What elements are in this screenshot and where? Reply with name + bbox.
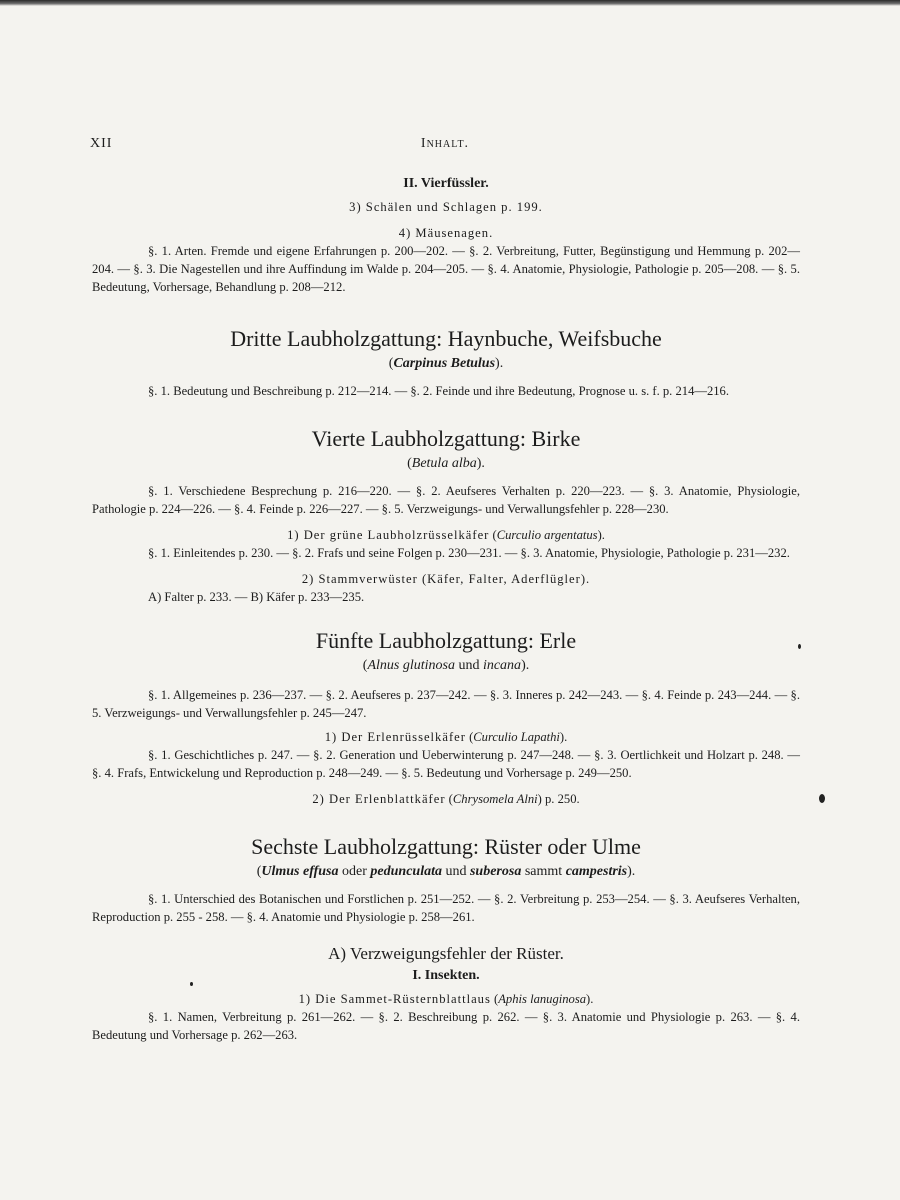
chapter-title-fuenfte: Fünfte Laubholzgattung: Erle [315, 628, 577, 653]
latin-curculio-argentatus: Curculio argentatus [496, 528, 598, 542]
entry-rusternblattlaus: 1) Die Sammet-Rüsternblattlaus (Aphis lanuginosa). [298, 992, 594, 1006]
latin-carpinus: Carpinus Betulus [393, 356, 496, 371]
entry-maeusenagen: 4) Mäusenagen. [398, 226, 494, 240]
entry-erlenblattkaefer: 2) Der Erlenblattkäfer (Chrysomela Alni) p. 250. [312, 792, 580, 806]
paragraph-vierte: §. 1. Verschiedene Besprechung p. 216—220. — §. 2. Aeufseres Verhalten p. 220—223. — §. 3. Anatomie, Physiologie, Pathologie p. 224—226. — §. 4. Feinde p. 226—227. — §. 5. Verzweigungs- und Verwallungsfehler p. 228—230. [92, 484, 800, 516]
latin-alnus: Alnus glutinosa [367, 658, 455, 673]
paragraph-fuenfte: §. 1. Allgemeines p. 236—237. — §. 2. Aeufseres p. 237—242. — §. 3. Inneres p. 242—243. — §. 4. Feinde p. 243—244. — §. 5. Verzweigungs- und Verwallungsfehler p. 245—247. [92, 688, 800, 720]
chapter-title-sechste: Sechste Laubholzgattung: Rüster oder Ulme [251, 834, 641, 859]
ink-speck [819, 794, 825, 803]
heading-insekten: I. Insekten. [412, 968, 480, 983]
subsection-verzweigungsfehler: A) Verzweigungsfehler der Rüster. [328, 944, 564, 963]
paragraph-maeusenagen: §. 1. Arten. Fremde und eigene Erfahrungen p. 200—202. — §. 2. Verbreitung, Futter, Begünstigung und Hemmung p. 202—204. — §. 3. Die Nagestellen und ihre Auffindung im Walde p. 204—205. — §. 4. Anatomie, Physiologie, Pathologie p. 205—208. — §. 5. Bedeutung, Vorhersage, Behandlung p. 208—212. [92, 244, 800, 294]
latin-betula: Betula alba [411, 456, 477, 471]
entry-laubholzruesselkaefer: 1) Der grüne Laubholzrüsselkäfer (Curculio argentatus). [287, 528, 605, 542]
entry-erlenruesselkaefer: 1) Der Erlenrüsselkäfer (Curculio Lapathi). [324, 730, 568, 744]
section-heading-vierfuessler: II. Vierfüssler. [403, 176, 489, 191]
paragraph-sechste: §. 1. Unterschied des Botanischen und Forstlichen p. 251—252. — §. 2. Verbreitung p. 253—254. — §. 3. Aeufseres Verhalten, Reproduction p. 255 - 258. — §. 4. Anatomie und Physiologie p. 258—261. [92, 892, 800, 924]
chapter-latin-vierte: (Betula alba). [407, 456, 485, 471]
table-of-contents [92, 174, 800, 1044]
page-header [90, 136, 800, 156]
page-number: XII [90, 136, 113, 151]
ink-speck [798, 644, 801, 649]
latin-aphis: Aphis lanuginosa [498, 992, 587, 1006]
chapter-latin-dritte: (Carpinus Betulus). [388, 356, 504, 371]
paragraph-rusternblattlaus: §. 1. Namen, Verbreitung p. 261—262. — §. 2. Beschreibung p. 262. — §. 3. Anatomie und Physiologie p. 263. — §. 4. Bedeutung und Vorhersage p. 262—263. [92, 1010, 800, 1042]
latin-chrysomela: Chrysomela Alni [452, 792, 538, 806]
running-title: Inhalt. [420, 136, 470, 151]
scan-top-edge [0, 0, 900, 6]
paragraph-erlenruesselkaefer: §. 1. Geschichtliches p. 247. — §. 2. Generation und Ueberwinterung p. 247—248. — §. 3. Oertlichkeit und Holzart p. 248. — §. 4. Frafs, Entwickelung und Reproduction p. 248—249. — §. 5. Bedeutung und Vorhersage p. 249—250. [92, 748, 800, 780]
latin-incana: incana [482, 658, 522, 673]
paragraph-stammverwuester: A) Falter p. 233. — B) Käfer p. 233—235. [148, 590, 365, 604]
chapter-title-dritte: Dritte Laubholzgattung: Haynbuche, Weifsbuche [230, 326, 662, 351]
chapter-title-vierte: Vierte Laubholzgattung: Birke [311, 426, 581, 451]
ink-speck [190, 982, 193, 986]
latin-curculio-lapathi: Curculio Lapathi [473, 730, 560, 744]
entry-schaelen: 3) Schälen und Schlagen p. 199. [349, 200, 543, 214]
paragraph-dritte: §. 1. Bedeutung und Beschreibung p. 212—214. — §. 2. Feinde und ihre Bedeutung, Prognose u. s. f. p. 214—216. [148, 384, 730, 398]
chapter-latin-fuenfte: (Alnus glutinosa und incana). [362, 658, 530, 673]
paragraph-laubholzruesselkaefer: §. 1. Einleitendes p. 230. — §. 2. Frafs und seine Folgen p. 230—231. — §. 3. Anatomie, Physiologie, Pathologie p. 231—232. [148, 546, 790, 560]
chapter-latin-sechste: (Ulmus effusa oder pedunculata und suberosa sammt campestris). [256, 864, 636, 879]
entry-stammverwuester: 2) Stammverwüster (Käfer, Falter, Aderflügler). [301, 572, 591, 586]
